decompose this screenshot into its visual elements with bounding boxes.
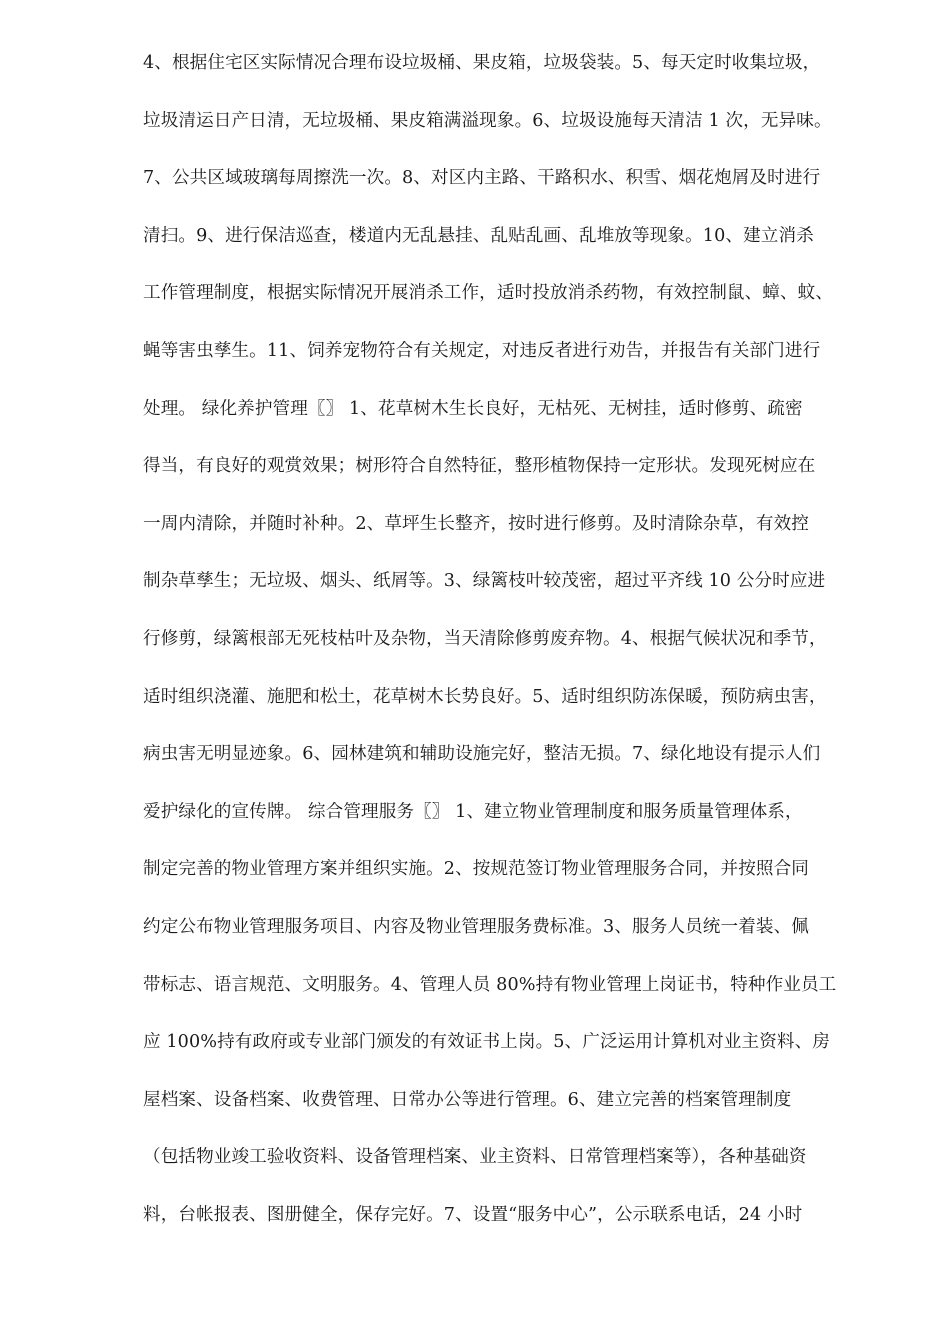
text-line: 7、公共区域玻璃每周擦洗一次。8、对区内主路、干路积水、积雪、烟花炮屑及时进行 — [143, 168, 821, 189]
text-line: 制杂草孳生；无垃圾、烟头、纸屑等。3、绿篱枝叶较茂密，超过平齐线 10 公分时应进 — [143, 571, 826, 592]
text-line: 料，台帐报表、图册健全，保存完好。7、设置“服务中心”，公示联系电话，24 小时 — [143, 1204, 803, 1225]
text-line: 得当，有良好的观赏效果；树形符合自然特征，整形植物保持一定形状。发现死树应在 — [143, 456, 816, 477]
text-line: 制定完善的物业管理方案并组织实施。2、按规范签订物业管理服务合同，并按照合同 — [143, 859, 809, 880]
text-line: 约定公布物业管理服务项目、内容及物业管理服务费标准。3、服务人员统一着装、佩 — [143, 916, 809, 937]
text-line: 爱护绿化的宣传牌。 综合管理服务〖〗 1、建立物业管理制度和服务质量管理体系， — [143, 801, 803, 822]
text-line: 带标志、语言规范、文明服务。4、管理人员 80%持有物业管理上岗证书，特种作业员工 — [143, 974, 837, 995]
text-line: 行修剪，绿篱根部无死枝枯叶及杂物，当天清除修剪废弃物。4、根据气候状况和季节， — [143, 628, 827, 649]
text-line: 应 100%持有政府或专业部门颁发的有效证书上岗。5、广泛运用计算机对业主资料、房 — [143, 1032, 830, 1053]
text-line: 清扫。9、进行保洁巡查，楼道内无乱悬挂、乱贴乱画、乱堆放等现象。10、建立消杀 — [143, 225, 814, 246]
text-line: 处理。 绿化养护管理〖〗 1、花草树木生长良好，无枯死、无树挂，适时修剪、疏密 — [143, 398, 803, 419]
text-line: 工作管理制度，根据实际情况开展消杀工作，适时投放消杀药物，有效控制鼠、蟑、蚊、 — [143, 283, 834, 304]
text-line: 蝇等害虫孳生。11、饲养宠物符合有关规定，对违反者进行劝告，并报告有关部门进行 — [143, 340, 821, 361]
text-line: 适时组织浇灌、施肥和松土，花草树木长势良好。5、适时组织防冻保暖，预防病虫害， — [143, 686, 827, 707]
text-line: 一周内清除，并随时补种。2、草坪生长整齐，按时进行修剪。及时清除杂草，有效控 — [143, 513, 809, 534]
text-line: 病虫害无明显迹象。6、园林建筑和辅助设施完好，整洁无损。7、绿化地设有提示人们 — [143, 744, 821, 765]
text-line: （包括物业竣工验收资料、设备管理档案、业主资料、日常管理档案等），各种基础资 — [143, 1147, 807, 1168]
text-line: 垃圾清运日产日清，无垃圾桶、果皮箱满溢现象。6、垃圾设施每天清洁 1 次，无异味。 — [143, 110, 832, 131]
text-line: 4、根据住宅区实际情况合理布设垃圾桶、果皮箱，垃圾袋装。5、每天定时收集垃圾， — [143, 53, 821, 73]
body-text — [143, 44, 888, 1253]
text-line: 屋档案、设备档案、收费管理、日常办公等进行管理。6、建立完善的档案管理制度 — [143, 1089, 792, 1110]
